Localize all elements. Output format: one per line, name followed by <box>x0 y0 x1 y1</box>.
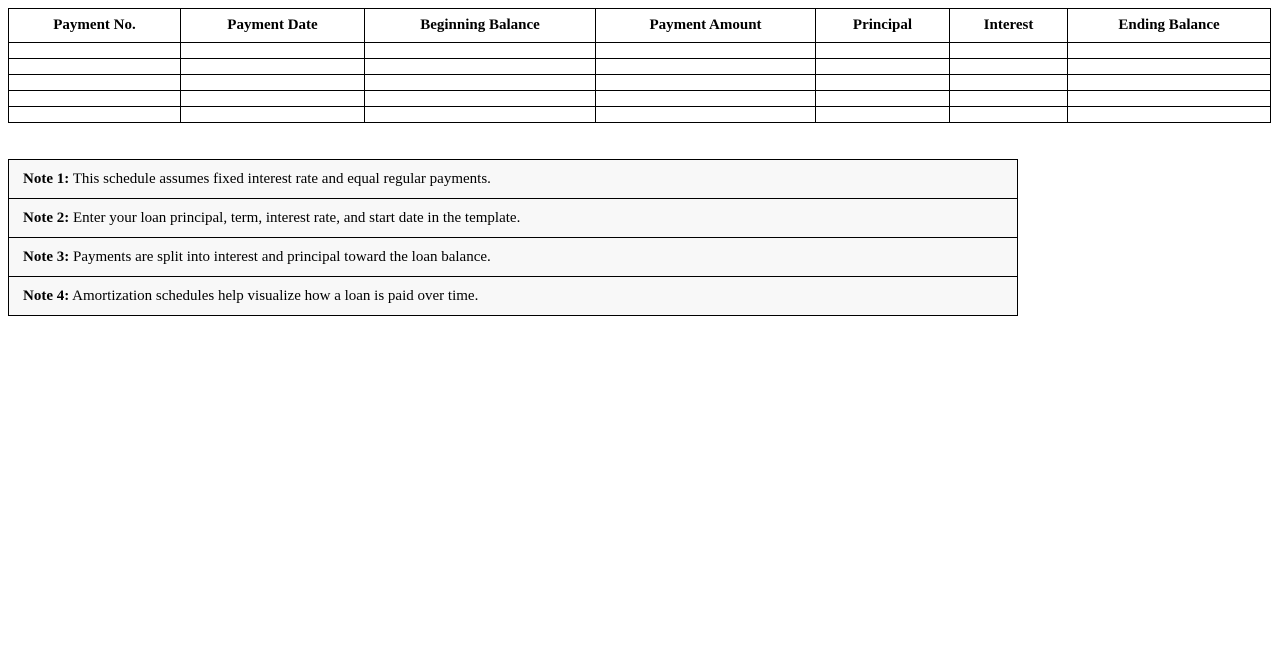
table-cell[interactable] <box>816 75 950 91</box>
table-cell[interactable] <box>181 107 365 123</box>
header-row <box>9 9 1271 43</box>
table-cell[interactable] <box>181 91 365 107</box>
note-2 <box>9 199 1017 238</box>
table-cell[interactable] <box>9 43 181 59</box>
note-text: Enter your loan principal, term, interest rate, and start date in the template. <box>72 210 521 226</box>
header-principal: Principal <box>816 9 950 43</box>
note-1 <box>9 160 1017 199</box>
table-cell[interactable] <box>816 59 950 75</box>
note-label: Note 3: <box>23 249 70 265</box>
table-cell[interactable] <box>365 75 596 91</box>
table-cell[interactable] <box>9 75 181 91</box>
table-cell[interactable] <box>950 75 1068 91</box>
note-text: Amortization schedules help visualize how a loan is paid over time. <box>72 288 479 304</box>
table-cell[interactable] <box>1068 91 1271 107</box>
table-cell[interactable] <box>596 107 816 123</box>
table-cell[interactable] <box>1068 107 1271 123</box>
note-4 <box>9 277 1017 316</box>
table-row <box>9 43 1271 59</box>
table-cell[interactable] <box>950 59 1068 75</box>
table-row <box>9 107 1271 123</box>
header-payment-no: Payment No. <box>9 9 181 43</box>
table-row <box>9 75 1271 91</box>
table-cell[interactable] <box>950 107 1068 123</box>
table-cell[interactable] <box>816 91 950 107</box>
table-cell[interactable] <box>1068 43 1271 59</box>
note-text: This schedule assumes fixed interest rate and equal regular payments. <box>72 171 491 187</box>
table-cell[interactable] <box>1068 75 1271 91</box>
header-payment-date: Payment Date <box>181 9 365 43</box>
table-cell[interactable] <box>181 43 365 59</box>
table-cell[interactable] <box>181 59 365 75</box>
table-cell[interactable] <box>950 43 1068 59</box>
table-cell[interactable] <box>596 91 816 107</box>
note-label: Note 1: <box>23 171 70 187</box>
header-payment-amount: Payment Amount <box>596 9 816 43</box>
table-cell[interactable] <box>1068 59 1271 75</box>
note-3 <box>9 238 1017 277</box>
table-row <box>9 59 1271 75</box>
table-cell[interactable] <box>9 91 181 107</box>
table-cell[interactable] <box>181 75 365 91</box>
header-ending-balance: Ending Balance <box>1068 9 1271 43</box>
table-cell[interactable] <box>950 91 1068 107</box>
table-cell[interactable] <box>9 107 181 123</box>
table-cell[interactable] <box>816 43 950 59</box>
table-cell[interactable] <box>365 107 596 123</box>
note-label: Note 4: <box>23 288 70 304</box>
table-cell[interactable] <box>365 91 596 107</box>
table-cell[interactable] <box>9 59 181 75</box>
note-text: Payments are split into interest and principal toward the loan balance. <box>72 249 491 265</box>
header-interest: Interest <box>950 9 1068 43</box>
note-label: Note 2: <box>23 210 70 226</box>
table-row <box>9 91 1271 107</box>
table-cell[interactable] <box>365 59 596 75</box>
amortization-table <box>8 8 1271 123</box>
table-cell[interactable] <box>596 75 816 91</box>
table-cell[interactable] <box>596 43 816 59</box>
table-cell[interactable] <box>596 59 816 75</box>
notes-box <box>8 159 1018 316</box>
header-beginning-balance: Beginning Balance <box>365 9 596 43</box>
table-cell[interactable] <box>816 107 950 123</box>
table-cell[interactable] <box>365 43 596 59</box>
